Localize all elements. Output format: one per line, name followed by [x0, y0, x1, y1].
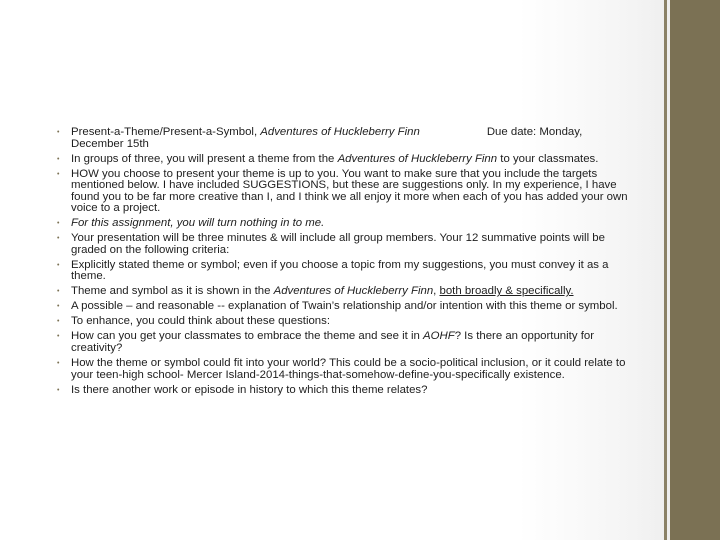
- bullet-text: How the theme or symbol could fit into your world? This could be a socio-political inclusion, or it could relate to your teen-high school- Mercer Island-2014-things-that-somehow-define-you-specifically existence.: [71, 357, 626, 381]
- bullet-text: A possible – and reasonable -- explanation of Twain’s relationship and/or intention with this theme or symbol.: [71, 300, 618, 313]
- bullet-text: In groups of three, you will present a theme from the: [71, 152, 338, 165]
- bullet-criteria-shown: [56, 286, 632, 298]
- bullet-text: To enhance, you could think about these questions:: [71, 315, 331, 328]
- bullet-grading: [56, 233, 632, 256]
- bullet-groups: [56, 154, 632, 166]
- bullet-text: Your presentation will be three minutes & will include all group members. Your 12 summative points will be graded on the following criteria:: [71, 232, 605, 256]
- bullet-text: For this assignment, you will turn nothing in to me.: [71, 217, 325, 230]
- underlined-text: both broadly & specifically.: [439, 285, 574, 298]
- bullet-text: ,: [433, 285, 440, 298]
- bullet-criteria-twain: [56, 301, 632, 313]
- bullet-text: Is there another work or episode in history to which this theme relates?: [71, 383, 428, 396]
- bullet-text: Theme and symbol as it is shown in the: [71, 285, 274, 298]
- bullet-assignment-title: [56, 127, 632, 150]
- bullet-text: to your classmates.: [497, 152, 599, 165]
- book-abbreviation: AOHF: [423, 330, 455, 343]
- bullet-text: How can you get your classmates to embrace the theme and see it in: [71, 330, 424, 343]
- bullet-question-history: [56, 385, 632, 397]
- due-date-label: Due date:: [486, 126, 537, 138]
- bullet-how-to-present: [56, 169, 632, 215]
- assignment-title: Present-a-Theme/Present-a-Symbol,: [71, 126, 261, 138]
- bullet-question-classmates: [56, 331, 632, 354]
- bullet-text: HOW you choose to present your theme is up to you. You want to make sure that you include the targets mentioned below. I have included SUGGESTIONS, but these are suggestions only. In my experience, I have found you to be far more creative than I, and I think we all enjoy it more when each of you has added your own voice to a project.: [71, 167, 628, 215]
- bullet-text: Explicitly stated theme or symbol; even if you choose a topic from my suggestions, you must convey it as a theme.: [71, 258, 609, 283]
- accent-stripe-thin: [664, 0, 667, 540]
- bullet-question-world: [56, 358, 632, 381]
- accent-stripe-wide: [670, 0, 720, 540]
- book-title: Adventures of Huckleberry Finn: [337, 152, 498, 165]
- slide-content: [56, 127, 632, 400]
- book-title: Adventures of Huckleberry Finn: [273, 285, 434, 298]
- bullet-text: ? Is there an opportunity for creativity?: [71, 330, 594, 355]
- bullet-criteria-theme: [56, 260, 632, 283]
- bullet-list: [56, 127, 632, 396]
- bullet-enhance: [56, 316, 632, 328]
- bullet-turn-in-note: [56, 218, 632, 230]
- book-title: Adventures of Huckleberry Finn: [260, 126, 420, 138]
- due-date-value: Monday, December 15th: [71, 126, 583, 150]
